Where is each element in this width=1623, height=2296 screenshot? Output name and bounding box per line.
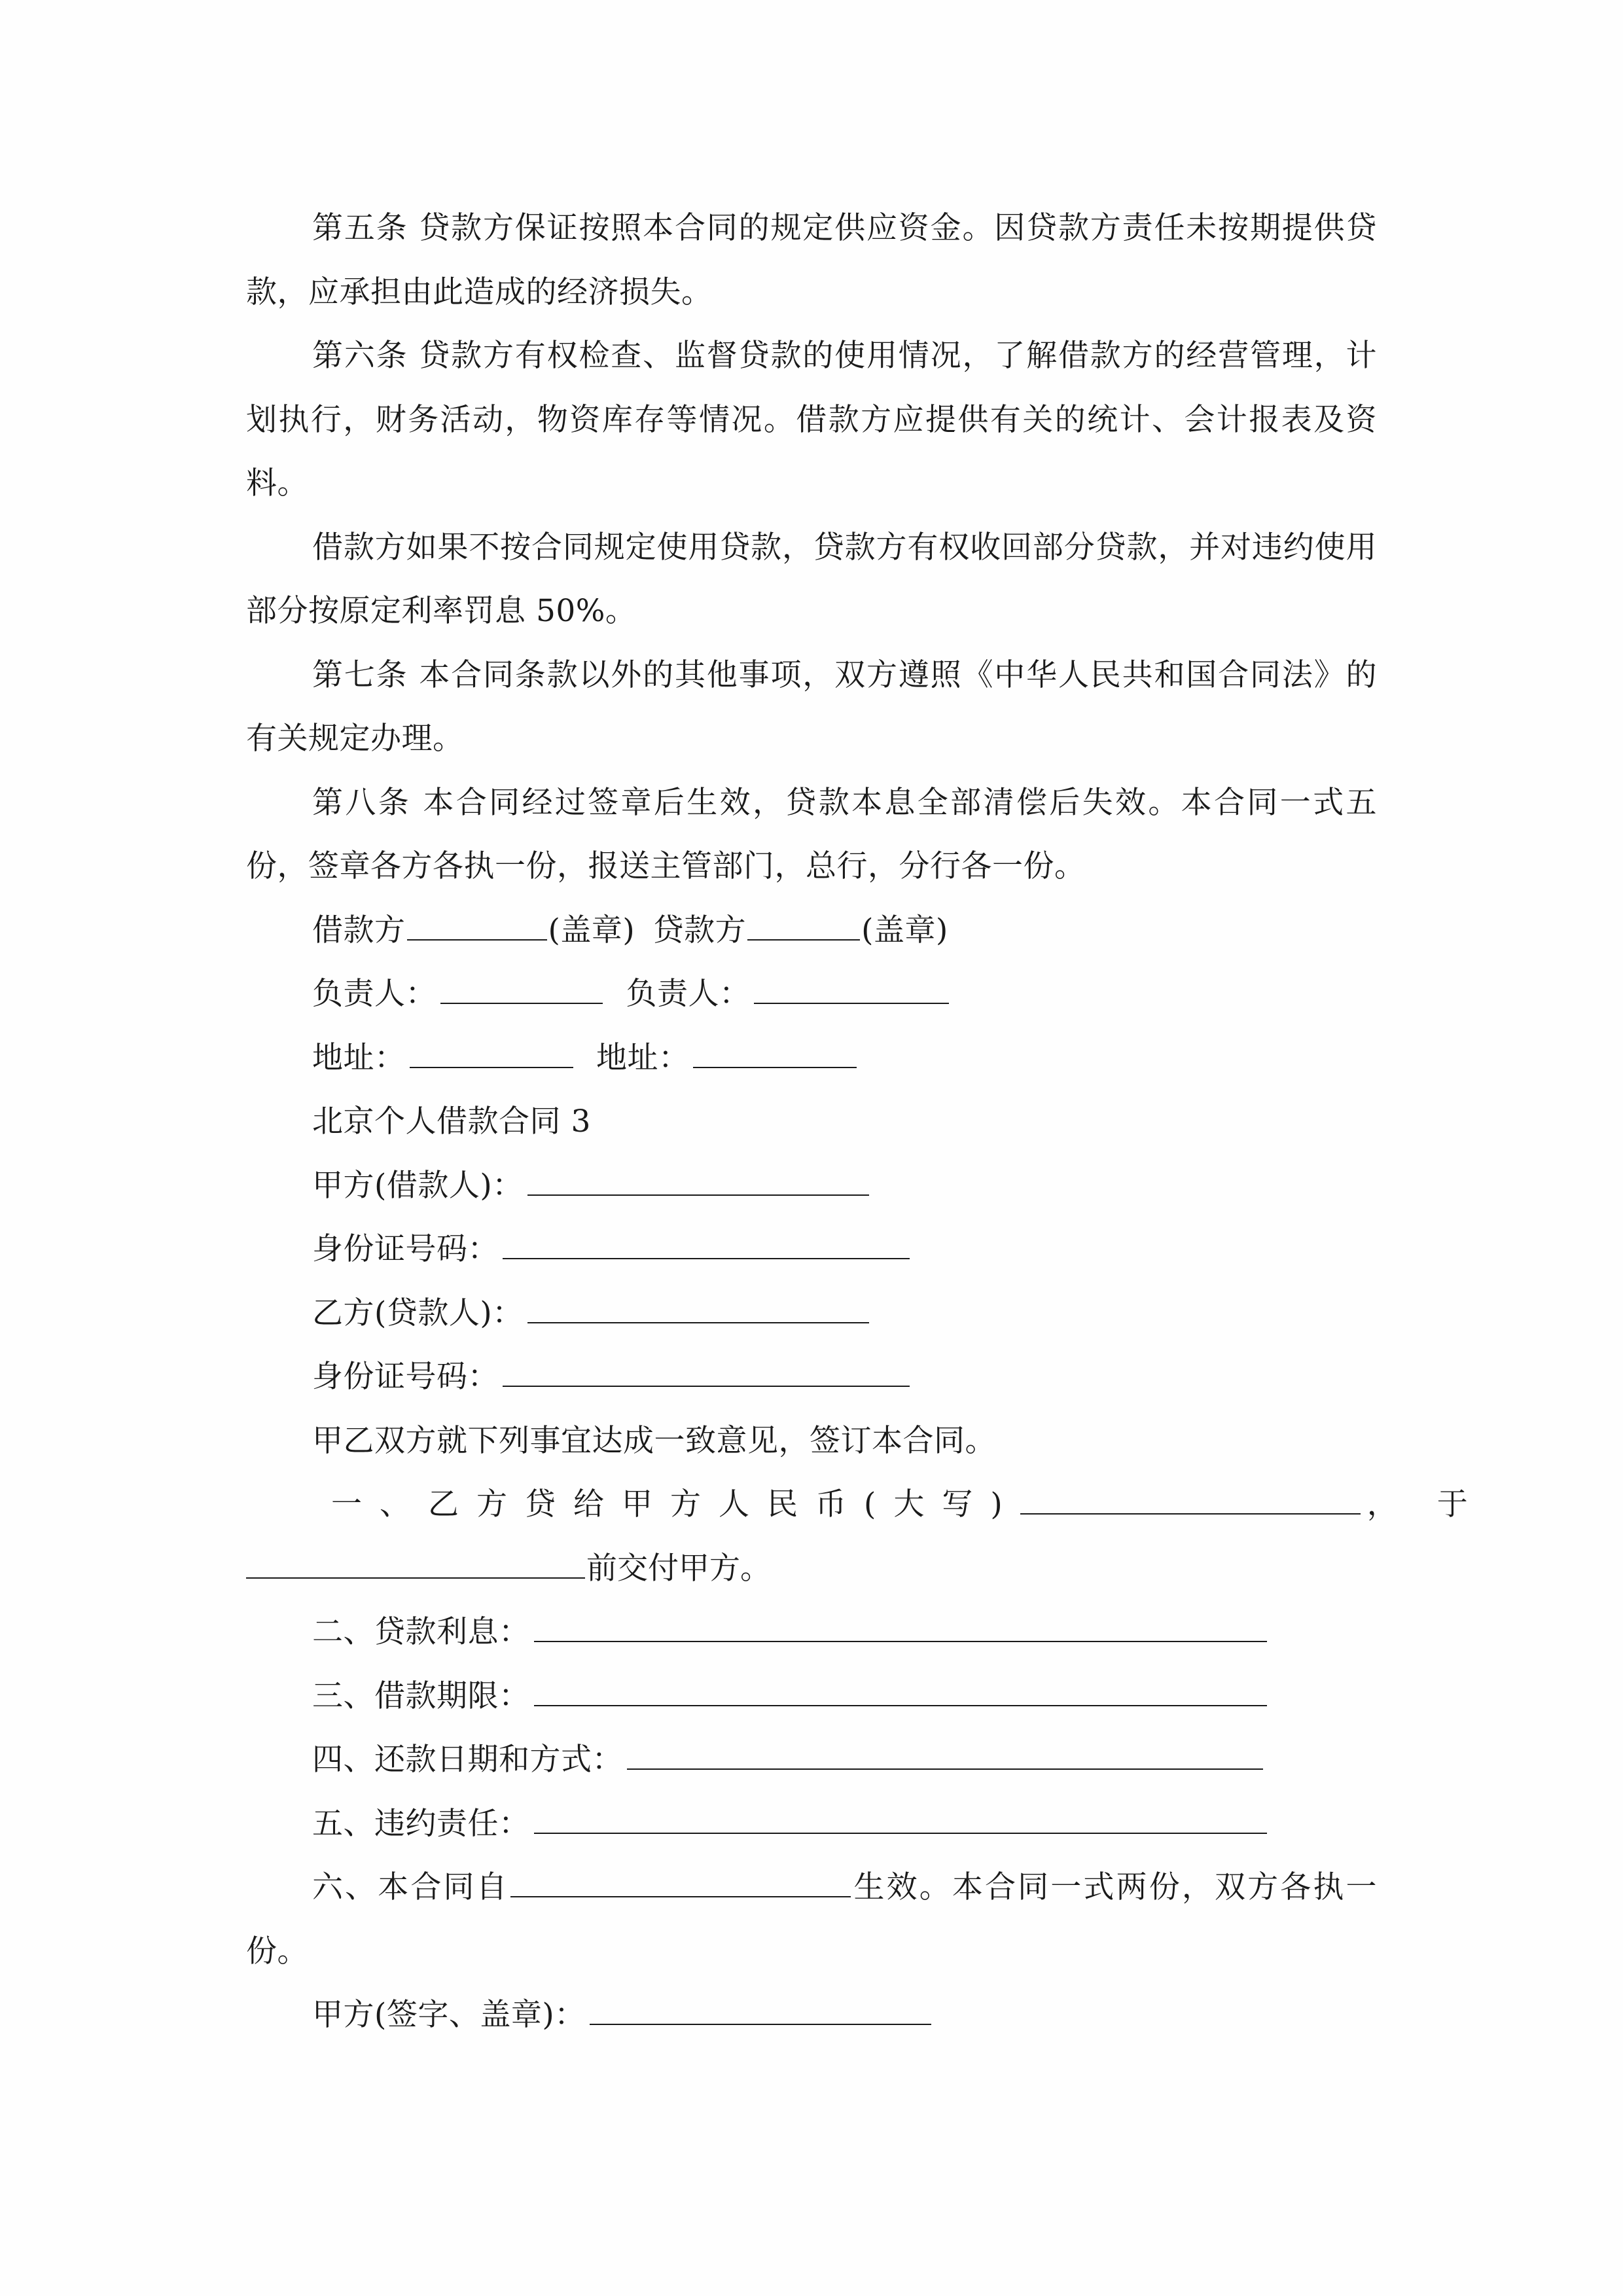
address-label-1: 地址： <box>312 1039 406 1076</box>
id-b-line <box>246 1345 1377 1409</box>
item-5-line <box>246 1792 1377 1856</box>
party-b-line <box>246 1282 1377 1346</box>
responsible-blank-1 <box>440 983 603 1004</box>
party-a-label: 甲方(借款人)： <box>312 1167 524 1204</box>
item-6-suffix: 生效。本合同一式两份，双方各执一份。 <box>246 1869 1378 1969</box>
item-2-label: 二、贷款利息： <box>312 1614 530 1650</box>
signature-seal-line <box>246 899 1377 963</box>
item-2-line <box>246 1600 1377 1664</box>
item-1-amount-blank <box>1020 1494 1361 1515</box>
responsible-line <box>246 962 1377 1026</box>
item-3-label: 三、借款期限： <box>312 1677 530 1714</box>
party-a-blank <box>527 1175 869 1196</box>
item-4-line <box>246 1728 1377 1792</box>
item-6-paragraph <box>246 1856 1377 1983</box>
item-1-continuation <box>246 1537 1377 1601</box>
item-6-blank <box>510 1876 851 1897</box>
id-a-blank <box>503 1238 910 1259</box>
responsible-label-2: 负责人： <box>626 976 751 1012</box>
id-a-line <box>246 1217 1377 1282</box>
address-label-2: 地址： <box>596 1039 690 1076</box>
item-3-line <box>246 1664 1377 1729</box>
address-line <box>246 1026 1377 1090</box>
item-1-comma: ， <box>1366 1486 1398 1522</box>
document-content <box>246 196 1468 2047</box>
item-1-at: 于 <box>1436 1486 1468 1522</box>
address-blank-1 <box>410 1047 573 1068</box>
party-b-blank <box>527 1302 869 1323</box>
article-6: 第六条 贷款方有权检查、监督贷款的使用情况，了解借款方的经营管理，计划执行，财务活动，物资库存等情况。借款方应提供有关的统计、会计报表及资料。 <box>246 338 1377 501</box>
sign-a-line <box>246 1983 1377 2047</box>
article-6-penalty: 借款方如果不按合同规定使用贷款，贷款方有权收回部分贷款，并对违约使用部分按原定利率罚息 50%。 <box>246 529 1377 629</box>
item-6-prefix: 六、本合同自 <box>312 1869 509 1905</box>
article-8: 第八条 本合同经过签章后生效，贷款本息全部清偿后失效。本合同一式五份，签章各方各执一份，报送主管部门，总行，分行各一份。 <box>246 784 1377 884</box>
item-2-blank <box>534 1621 1267 1642</box>
item-1-line <box>246 1473 1468 1537</box>
item-4-blank <box>627 1749 1263 1770</box>
seal-label-2: (盖章) <box>861 912 948 948</box>
id-a-label: 身份证号码： <box>312 1231 499 1267</box>
item-1-prefix: 一、乙方贷给甲方人民币(大写) <box>331 1486 1020 1522</box>
party-b-label: 乙方(贷款人)： <box>312 1295 524 1331</box>
item-5-label: 五、违约责任： <box>312 1805 530 1842</box>
item-3-blank <box>534 1685 1267 1706</box>
item-1-date-blank <box>246 1558 585 1579</box>
article-7: 第七条 本合同条款以外的其他事项，双方遵照《中华人民共和国合同法》的有关规定办理。 <box>246 656 1377 757</box>
item-4-label: 四、还款日期和方式： <box>312 1742 623 1778</box>
borrower-label: 借款方 <box>312 912 406 948</box>
agreement-line: 甲乙双方就下列事宜达成一致意见，签订本合同。 <box>312 1422 996 1459</box>
lender-blank <box>747 920 860 941</box>
address-blank-2 <box>693 1047 857 1068</box>
party-a-line <box>246 1154 1377 1218</box>
contract-3-title: 北京个人借款合同 3 <box>312 1103 591 1139</box>
borrower-blank <box>407 920 547 941</box>
item-5-blank <box>534 1813 1267 1834</box>
sign-a-label: 甲方(签字、盖章)： <box>312 1997 586 2033</box>
seal-label-1: (盖章) <box>548 912 635 948</box>
responsible-label-1: 负责人： <box>312 976 437 1012</box>
sign-a-blank <box>590 2004 931 2025</box>
id-b-label: 身份证号码： <box>312 1359 499 1395</box>
id-b-blank <box>503 1366 910 1387</box>
article-5: 第五条 贷款方保证按照本合同的规定供应资金。因贷款方责任未按期提供贷款，应承担由此造成的经济损失。 <box>246 210 1377 310</box>
responsible-blank-2 <box>754 983 949 1004</box>
item-1-suffix: 前交付甲方。 <box>586 1550 771 1587</box>
lender-label: 贷款方 <box>652 912 747 948</box>
